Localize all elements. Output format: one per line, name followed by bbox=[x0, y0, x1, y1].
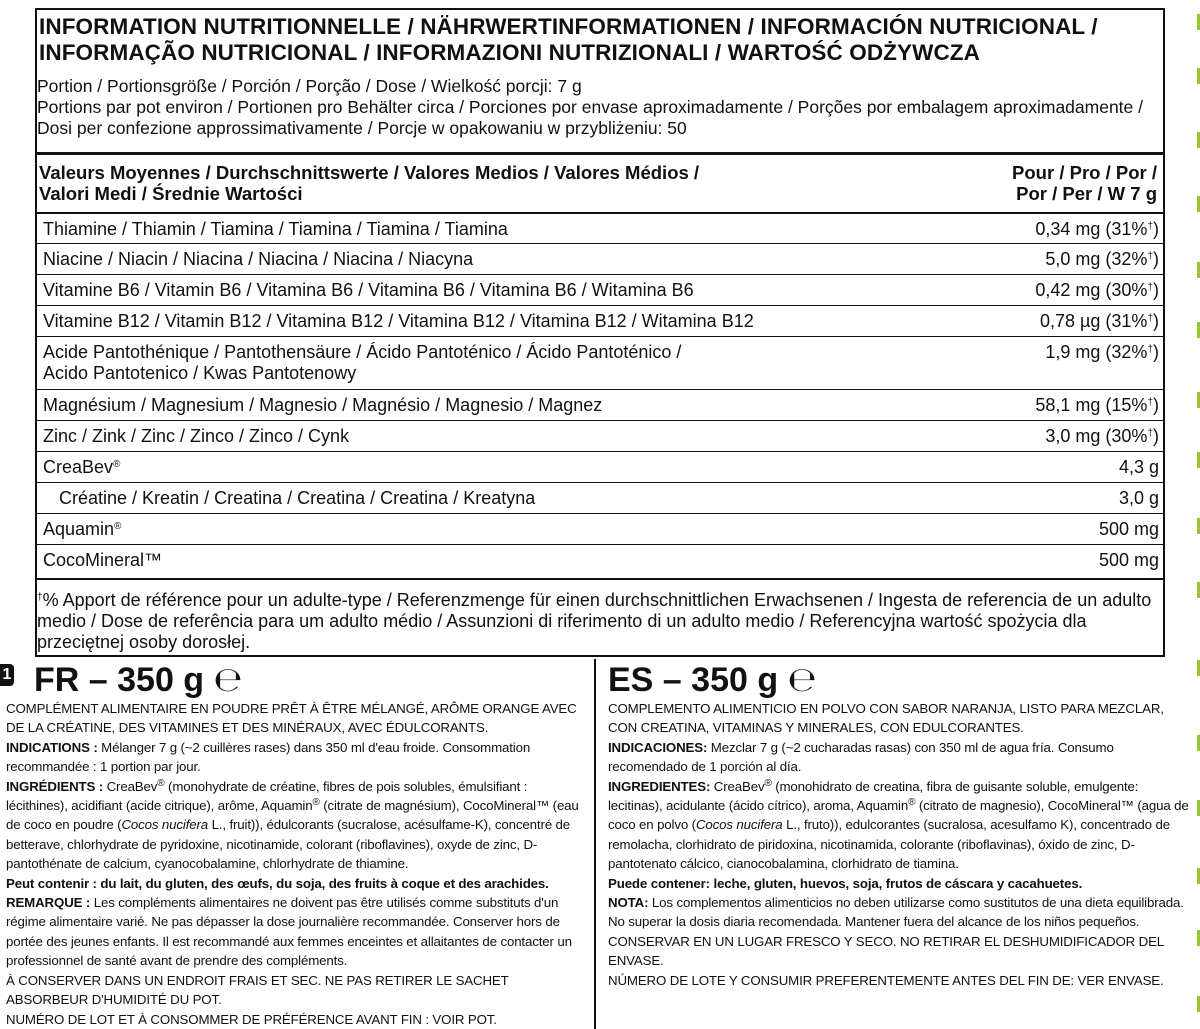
portion-info bbox=[37, 76, 1157, 139]
es-indications: INDICACIONES: Mezclar 7 g (~2 cucharadas rasas) con 350 ml de agua fría. Consumo recomendado de 1 porción al día. bbox=[608, 739, 1114, 775]
es-storage: CONSERVAR EN UN LUGAR FRESCO Y SECO. NO RETIRAR EL DESHUMIDIFICADOR DEL ENVASE. bbox=[608, 933, 1164, 969]
fr-lot: NUMÉRO DE LOT ET À CONSOMMER DE PRÉFÉRENCE AVANT FIN : VOIR POT. bbox=[6, 1011, 497, 1027]
nutrient-row-creabev: CreaBev® 4,3 g bbox=[37, 451, 1163, 483]
es-lot: NÚMERO DE LOTE Y CONSUMIR PREFERENTEMENTE ANTES DEL FIN DE: VER ENVASE. bbox=[608, 972, 1164, 988]
fr-body bbox=[6, 699, 584, 1029]
fr-remark: REMARQUE : Les compléments alimentaires ne doivent pas être utilisés comme substituts d'un régime alimentaire varié. Ne pas dépasser la dose journalière recommandée. Conserver hors de portée des jeunes enfants. Il est recommandé aux femmes enceintes et allaitantes de contacter un professionnel de santé avant de prendre des compléments. bbox=[6, 895, 572, 969]
section-number-badge: 1 bbox=[0, 664, 14, 686]
footnote-rule bbox=[37, 578, 1163, 580]
nutrient-row-zinc: Zinc / Zink / Zinc / Zinco / Zinco / Cynk 3,0 mg (30%†) bbox=[37, 420, 1163, 452]
reference-intake-footnote: †% Apport de référence pour un adulte-type / Referenzmenge für einen durchschnittlichen Erwachsenen / Ingesta de referencia de un adulto medio / Dose de referência para um adulto médio / Assunzioni di riferimento di un adulto medio / Referencyjna wartość spożycia dla przeciętnej osoby dorosłej. bbox=[37, 590, 1152, 652]
green-edge-marks bbox=[1196, 0, 1200, 1029]
fr-ingredients: INGRÉDIENTS : CreaBev® (monohydrate de créatine, fibres de pois solubles, émulsifiant : lécithines), acidifiant (acide citrique), arôme, Aquamin® (citrate de magnésium), CocoMineral™ (eau de coco en poudre (Cocos nucifera L., fruit)), édulcorants (sucralose, acésulfame-K), concentré de betterave, chlorhydrate de pyridoxine, nicotinamide, colorant (riboflavines), oxyde de zinc, D-pantothénate de calcium, cyanocobalamine, chlorhydrate de thiamine. bbox=[6, 777, 579, 872]
fr-label-section bbox=[6, 659, 584, 1029]
nutrient-row-thiamine: Thiamine / Thiamin / Tiamina / Tiamina / Tiamina / Tiamina 0,34 mg (31%†) bbox=[37, 212, 1163, 245]
estimated-sign-icon: ℮ bbox=[787, 660, 817, 700]
es-description: COMPLEMENTO ALIMENTICIO EN POLVO CON SABOR NARANJA, LISTO PARA MEZCLAR, CON CREATINA, VITAMINAS Y MINERALES, CON EDULCORANTES. bbox=[608, 701, 1164, 736]
fr-storage: À CONSERVER DANS UN ENDROIT FRAIS ET SEC. NE PAS RETIRER LE SACHET ABSORBEUR D'HUMIDITÉ DU POT. bbox=[6, 972, 509, 1008]
fr-description: COMPLÉMENT ALIMENTAIRE EN POUDRE PRÊT À ÊTRE MÉLANGÉ, ARÔME ORANGE AVEC DE LA CRÉATINE, DES VITAMINES ET DES MINÉRAUX, AVEC ÉDULCORANTS. bbox=[6, 701, 577, 736]
nutrient-row-magnesium: Magnésium / Magnesium / Magnesio / Magnésio / Magnesio / Magnez 58,1 mg (15%†) bbox=[37, 389, 1163, 421]
fr-allergens: Peut contenir : du lait, du gluten, des œufs, du soja, des fruits à coque et des arachides. bbox=[6, 875, 549, 891]
es-heading: ES – 350 g ℮ bbox=[608, 660, 817, 700]
header-rule bbox=[37, 152, 1163, 155]
nutrient-row-creatine: Créatine / Kreatin / Creatina / Creatina / Creatina / Kreatyna 3,0 g bbox=[37, 482, 1163, 514]
table-header-left: Valeurs Moyennes / Durchschnittswerte / Valores Medios / Valores Médios / Valori Medi / Średnie Wartości bbox=[39, 162, 700, 204]
fr-heading: FR – 350 g ℮ bbox=[34, 660, 243, 700]
column-divider bbox=[594, 659, 596, 1029]
nutrient-row-vitamin-b6: Vitamine B6 / Vitamin B6 / Vitamina B6 / Vitamina B6 / Vitamina B6 / Witamina B6 0,42 mg (30%†) bbox=[37, 274, 1163, 306]
nutrient-row-cocomineral: CocoMineral™ 500 mg bbox=[37, 544, 1163, 581]
fr-indications: INDICATIONS : Mélanger 7 g (~2 cuillères rases) dans 350 ml d'eau froide. Consommation recommandée : 1 portion par jour. bbox=[6, 739, 531, 775]
panel-title: INFORMATION NUTRITIONNELLE / NÄHRWERTINFORMATIONEN / INFORMACIÓN NUTRICIONAL / INFORMAÇÃO NUTRICIONAL / INFORMAZIONI NUTRIZIONALI / WARTOŚĆ ODŻYWCZA bbox=[39, 14, 1098, 65]
nutrient-row-pantothenic-acid: Acide Pantothénique / Pantothensäure / Ácido Pantoténico / Ácido Pantoténico / Acido Pantotenico / Kwas Pantotenowy 1,9 mg (32%†) bbox=[37, 336, 1163, 390]
nutrient-row-niacin: Niacine / Niacin / Niacina / Niacina / Niacina / Niacyna 5,0 mg (32%†) bbox=[37, 243, 1163, 275]
table-header-right: Pour / Pro / Por / Por / Per / W 7 g bbox=[1012, 162, 1157, 204]
nutrient-row-vitamin-b12: Vitamine B12 / Vitamin B12 / Vitamina B12 / Vitamina B12 / Vitamina B12 / Witamina B12 0,78 µg (31%†) bbox=[37, 305, 1163, 337]
es-label-section bbox=[608, 659, 1194, 1029]
portion-size: Portion / Portionsgröße / Porción / Porção / Dose / Wielkość porcji: 7 g bbox=[37, 76, 582, 96]
es-body bbox=[608, 699, 1194, 990]
nutrition-panel bbox=[35, 8, 1165, 657]
es-ingredients: INGREDIENTES: CreaBev® (monohidrato de creatina, fibra de guisante soluble, emulgente: lecitinas), acidulante (ácido cítrico), aroma, Aquamin® (citrato de magnesio), CocoMineral™ (agua de coco en polvo (Cocos nucifera L., fruto)), edulcorantes (sucralosa, acesulfamo K), concentrado de remolacha, clorhidrato de piridoxina, nicotinamida, colorante (riboflavinas), óxido de zinc, D-pantotenato cálcico, cianocobalamina, clorhidrato de tiamina. bbox=[608, 777, 1189, 872]
es-note: NOTA: Los complementos alimenticios no deben utilizarse como sustitutos de una dieta equilibrada. No superar la dosis diaria recomendada. Mantener fuera del alcance de los niños pequeños. bbox=[608, 895, 1184, 930]
nutrient-row-aquamin: Aquamin® 500 mg bbox=[37, 513, 1163, 545]
portions-per-pack: Portions par pot environ / Portionen pro Behälter circa / Porciones por envase aproximadamente / Porções por embalagem aproximadamente / Dosi per confezione approssimativamente / Porcje w opakowaniu w przybliżeniu: 50 bbox=[37, 97, 1144, 138]
es-allergens: Puede contener: leche, gluten, huevos, soja, frutos de cáscara y cacahuetes. bbox=[608, 875, 1083, 891]
estimated-sign-icon: ℮ bbox=[213, 660, 243, 700]
